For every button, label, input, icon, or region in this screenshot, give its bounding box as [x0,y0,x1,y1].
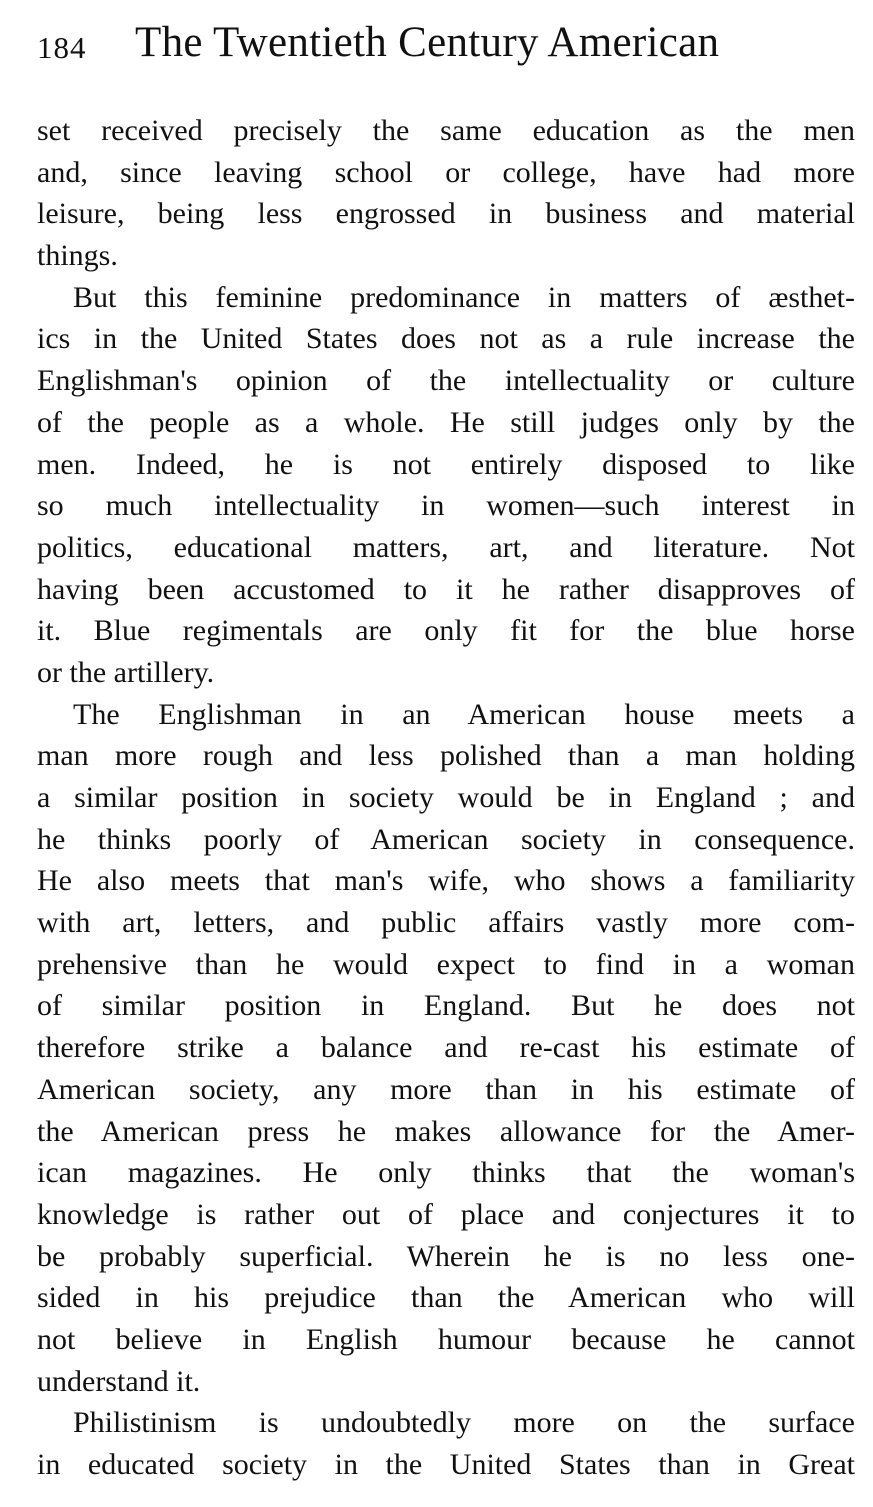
text-line: He also meets that man's wife, who shows a familiarity [37,864,855,898]
text-line: ican magazines. He only thinks that the woman's [37,1156,855,1190]
text-line: ics in the United States does not as a rule increase the [37,322,855,356]
text-line: Philistinism is undoubtedly more on the surface [73,1406,855,1440]
page-number: 184 [37,30,87,65]
text-line: and, since leaving school or college, have had more [37,155,855,189]
text-line: But this feminine predominance in matters of æsthet- [73,280,855,314]
text-line: politics, educational matters, art, and literature. Not [37,530,855,564]
text-line: therefore strike a balance and re-cast his estimate of [37,1031,855,1065]
text-line: prehensive than he would expect to find in a woman [37,947,855,981]
text-line: men. Indeed, he is not entirely disposed to like [37,447,855,481]
text-line: having been accustomed to it he rather disapproves of [37,572,855,606]
text-line: of the people as a whole. He still judges only by the [37,405,855,439]
text-line: set received precisely the same education as the men [37,114,855,147]
text-line: knowledge is rather out of place and conjectures it to [37,1197,855,1231]
text-line: or the artillery. [37,655,215,689]
text-line: in educated society in the United States than in Great [37,1448,855,1481]
text-line: things. [37,239,118,273]
text-line: so much intellectuality in women—such interest in [37,489,855,523]
body-text [37,110,855,1486]
text-line: leisure, being less engrossed in business and material [37,197,855,231]
text-line: man more rough and less polished than a man holding [37,739,855,773]
text-line: American society, any more than in his estimate of [37,1072,855,1106]
text-line: understand it. [37,1364,201,1398]
text-line: he thinks poorly of American society in consequence. [37,822,855,856]
text-line: sided in his prejudice than the American who will [37,1281,855,1315]
text-line: with art, letters, and public affairs vastly more com- [37,906,855,940]
text-line: it. Blue regimentals are only fit for the blue horse [37,614,855,648]
text-line: a similar position in society would be in England ; and [37,781,855,814]
text-line: be probably superficial. Wherein he is no less one- [37,1239,855,1273]
text-line: of similar position in England. But he does not [37,989,855,1023]
text-line: the American press he makes allowance for the Amer- [37,1114,855,1148]
page-header [37,18,855,78]
text-line: The Englishman in an American house meets a [73,697,855,731]
running-title: The Twentieth Century American [135,19,720,66]
text-line: Englishman's opinion of the intellectuality or culture [37,364,855,398]
text-line: not believe in English humour because he cannot [37,1322,855,1356]
